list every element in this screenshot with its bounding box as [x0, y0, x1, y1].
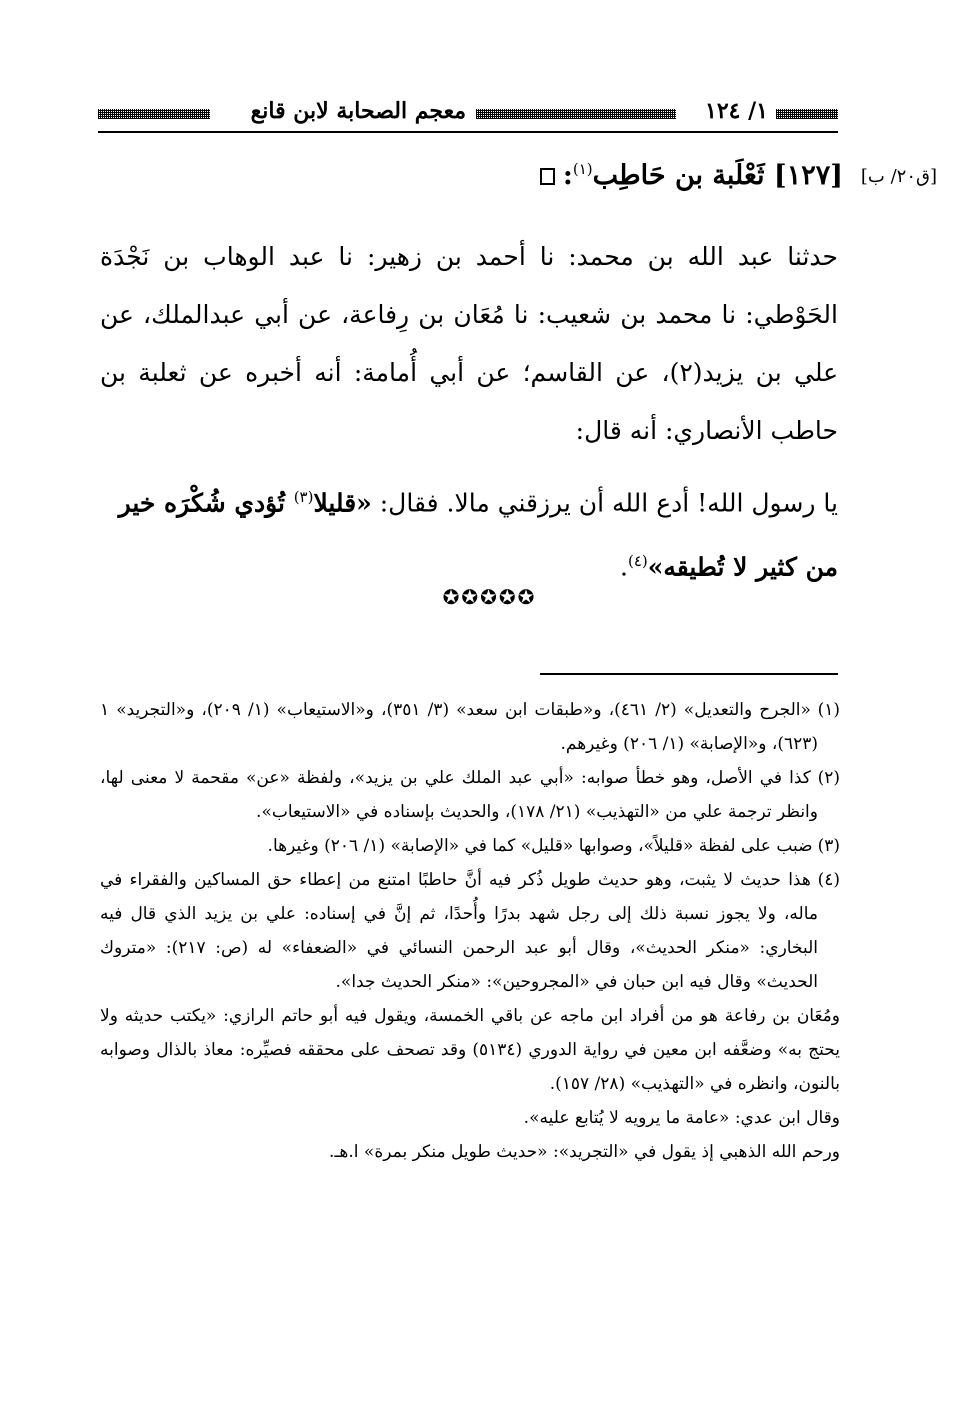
footnote-1: [100, 693, 840, 761]
header-ornament-left: [98, 109, 210, 119]
matn-answer-start: «قليلا: [313, 488, 372, 518]
footnote-marker-3: (٣): [293, 488, 314, 506]
square-icon: [540, 168, 555, 185]
entry-heading: [540, 160, 843, 191]
manuscript-reference: [ق٢٠/ ب]: [860, 166, 937, 187]
page-number: ١/ ١٢٤: [705, 98, 768, 124]
matn-answer-end: تُؤدي شُكْرَه خير من كثير لا تُطيقه»: [118, 488, 838, 582]
entry-title: [١٢٧] ثَعْلَبة بن حَاطِب: [592, 160, 843, 191]
footnote-marker-4: (٤): [627, 552, 648, 571]
entry-colon: :: [562, 160, 573, 191]
footnote-4: [100, 863, 840, 999]
footnote-3: [100, 829, 840, 863]
footnote-text: هذا حديث لا يثبت، وهو حديث طويل ذُكر فيه أنَّ حاطبًا امتنع من إعطاء حق المساكين والفقراء في ماله، ولا يجوز نسبة ذلك إلى رجل شهد بدرًا وأُحدًا، ثم إنَّ في إسناده: علي بن يزيد الذي قال فيه البخاري: «منكر الحديث»، وقال أبو عبد الرحمن النسائي في «الضعفاء» له (ص: ٢١٧): «متروك الحديث» وقال فيه ابن حبان في «المجروحين»: «منكر الحديث جدا».: [100, 870, 818, 992]
footnote-2: [100, 761, 840, 829]
header-ornament-right: [776, 109, 838, 119]
matn-question: يا رسول الله! أدع الله أن يرزقني مالا. فقال:: [371, 488, 838, 518]
book-title: معجم الصحابة لابن قانع: [250, 98, 466, 124]
isnad-paragraph: حدثنا عبد الله بن محمد: نا أحمد بن زهير: نا عبد الوهاب بن نَجْدَة الحَوْطي: نا محمد بن شعيب: نا مُعَان بن رِفاعة، عن أبي عبدالملك، عن علي بن يزيد(٢)، عن القاسم؛ عن أبي أُمامة: أنه أخبره عن ثعلبة بن حاطب الأنصاري: أنه قال:: [100, 242, 839, 445]
footnotes: [100, 693, 840, 1169]
footnote-continuation-3: ورحم الله الذهبي إذ يقول في «التجريد»: «حديث طويل منكر بمرة» ا.هـ.: [329, 1142, 840, 1162]
footnote-number: (٣): [817, 836, 840, 856]
header-ornament-middle: [476, 109, 676, 119]
running-header: [98, 98, 838, 128]
matn-paragraph: [100, 468, 838, 597]
footnote-text: ضبب على لفظة «قليلاً»، وصوابها «قليل» كما في «الإصابة» (١/ ٢٠٦) وغيرها.: [267, 836, 813, 856]
footnote-continuation-1: ومُعَان بن رفاعة هو من أفراد ابن ماجه عن باقي الخمسة، ويقول فيه أبو حاتم الرازي: «يكتب حديثه ولا يحتج به» وضعَّفه ابن معين في رواية الدوري (٥١٣٤) وقد تصحف على محققه فصيِّره: معاذ بالذال وصوابه بالنون، وانظره في «التهذيب» (٢٨/ ١٥٧).: [100, 1006, 840, 1094]
footnote-text: كذا في الأصل، وهو خطأ صوابه: «أبي عبد الملك علي بن يزيد»، ولفظة «عن» مقحمة لا معنى لها، وانظر ترجمة علي من «التهذيب» (٢١/ ١٧٨)، والحديث بإسناده في «الاستيعاب».: [100, 768, 818, 822]
header-rule: [98, 131, 838, 133]
matn-end: .: [620, 552, 628, 582]
star-separator: ✪✪✪✪✪: [442, 585, 537, 609]
footnote-number: (٤): [817, 870, 840, 890]
footnote-continuation-2: وقال ابن عدي: «عامة ما يرويه لا يُتابع عليه».: [523, 1108, 840, 1128]
footnote-rule: [540, 673, 838, 675]
footnote-marker: (١): [572, 160, 593, 178]
footnote-text: «الجرح والتعديل» (٢/ ٤٦١)، و«طبقات ابن سعد» (٣/ ٣٥١)، و«الاستيعاب» (١/ ٢٠٩)، و«التجريد» ١ (٦٢٣)، و«الإصابة» (١/ ٢٠٦) وغيرهم.: [100, 700, 818, 754]
footnote-number: (٢): [817, 768, 840, 788]
footnote-number: (١): [817, 700, 840, 720]
